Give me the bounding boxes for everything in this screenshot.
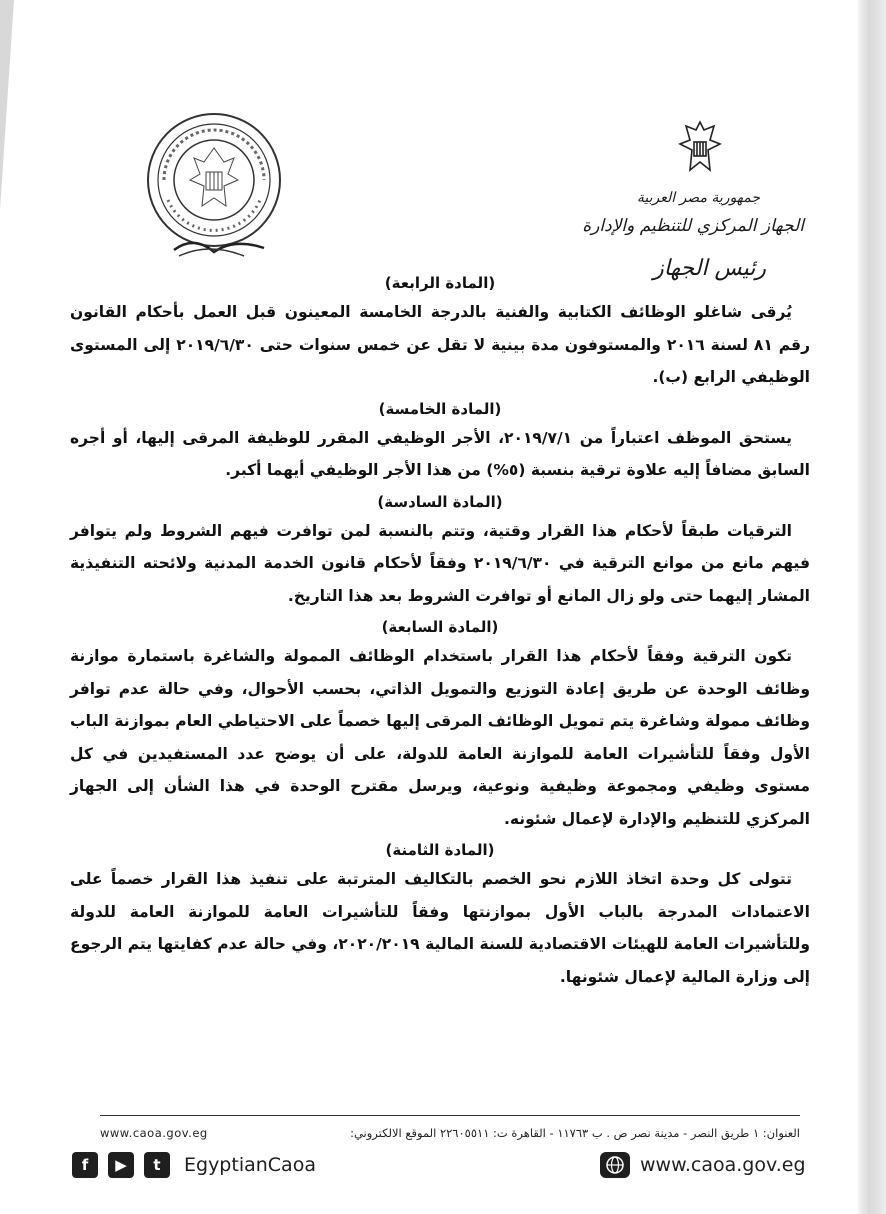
article-4-heading: (المادة الرابعة) xyxy=(384,274,496,292)
article-6-heading: (المادة السادسة) xyxy=(377,492,503,511)
agency-name: الجهاز المركزي للتنظيم والإدارة xyxy=(582,216,804,236)
footer-address xyxy=(100,1126,800,1140)
decree-body xyxy=(70,270,810,995)
letterhead xyxy=(582,120,804,290)
eagle-emblem-icon xyxy=(678,120,722,176)
article-7-text: تكون الترقية وفقاً لأحكام هذا القرار باستخدام الوظائف الممولة والشاغرة باستمارة موازنة وظائف الوحدة عن طريق إعادة التوزيع والتمويل الذاتي، بحسب الأحوال، وفي حالة عدم توافر وظائف ممولة وشاغرة يتم تمويل الوظائف المرقى إليها خصماً على الاحتياطي العام بموازنة الباب الأول وفقاً للتأشيرات العامة للموازنة العامة للدولة، على أن يوضح عدد المستفيدين في كل مستوى وظيفي ومجموعة وظيفية ونوعية، ويرسل مقترح الوحدة في هذا الشأن إلى الجهاز المركزي للتنظيم والإدارة لإعمال شئونه. xyxy=(70,647,810,828)
article-8-heading: (المادة الثامنة) xyxy=(385,841,495,859)
article-8-text: تتولى كل وحدة اتخاذ اللازم نحو الخصم بالتكاليف المترتبة على تنفيذ هذا القرار خصماً على الاعتمادات المدرجة بالباب الأول بموازنتها وفقاً للتأشيرات العامة للموازنة العامة للدولة وللتأشيرات العامة للهيئات الاقتصادية للسنة المالية ٢٠٢٠/٢٠١٩، وفي حالة عدم كفايتها يتم الرجوع إلى وزارة المالية لإعمال شئونها. xyxy=(70,870,810,986)
scan-shadow xyxy=(0,0,14,210)
country-name: جمهورية مصر العربية xyxy=(636,190,760,206)
official-seal-icon xyxy=(124,110,304,270)
web-icon xyxy=(600,1152,630,1178)
article-7-heading: (المادة السابعة) xyxy=(381,618,499,636)
scan-page-edge xyxy=(858,0,886,1214)
signatory-title: رئيس الجهاز xyxy=(653,256,766,281)
footer-divider xyxy=(100,1115,800,1116)
facebook-icon[interactable]: f xyxy=(72,1152,98,1178)
article-5-heading: (المادة الخامسة) xyxy=(378,399,502,418)
youtube-icon[interactable]: ▶ xyxy=(108,1152,134,1178)
address-url[interactable]: www.caoa.gov.eg xyxy=(100,1126,208,1140)
address-text: العنوان: ١ طريق النصر - مدينة نصر ص . ب ١١٧٦٣ - القاهرة ت: ٢٢٦٠٥٥١١ الموقع الالكتروني: xyxy=(350,1126,800,1140)
article-5-text: يستحق الموظف اعتباراً من ٢٠١٩/٧/١، الأجر الوظيفي المقرر للوظيفة المرقى إليها، أو أجره السابق مضافاً إليه علاوة ترقية بنسبة (٥%) من هذا الأجر الوظيفي أيهما أكبر. xyxy=(70,428,810,479)
article-6-text: الترقيات طبقاً لأحكام هذا القرار وقتية، وتتم بالنسبة لمن توافرت فيهم الشروط ولم يتوافر فيهم مانع من موانع الترقية في ٢٠١٩/٦/٣٠ وفقاً لأحكام قانون الخدمة المدنية ولائحته التنفيذية المشار إليهما حتى ولو زال المانع أو توافرت الشروط بعد هذا التاريخ. xyxy=(70,521,810,605)
social-handle[interactable]: EgyptianCaoa xyxy=(184,1154,316,1176)
article-4-text: يُرقى شاغلو الوظائف الكتابية والفنية بالدرجة الخامسة المعينون قبل العمل بأحكام القانون رقم ٨١ لسنة ٢٠١٦ والمستوفون مدة بينية لا تقل عن خمس سنوات حتى ٢٠١٩/٦/٣٠ إلى المستوى الوظيفي الرابع (ب). xyxy=(70,303,811,386)
twitter-icon[interactable]: t xyxy=(144,1152,170,1178)
social-links xyxy=(72,1152,316,1178)
website-url[interactable]: www.caoa.gov.eg xyxy=(640,1154,806,1176)
website-link[interactable] xyxy=(600,1152,806,1178)
